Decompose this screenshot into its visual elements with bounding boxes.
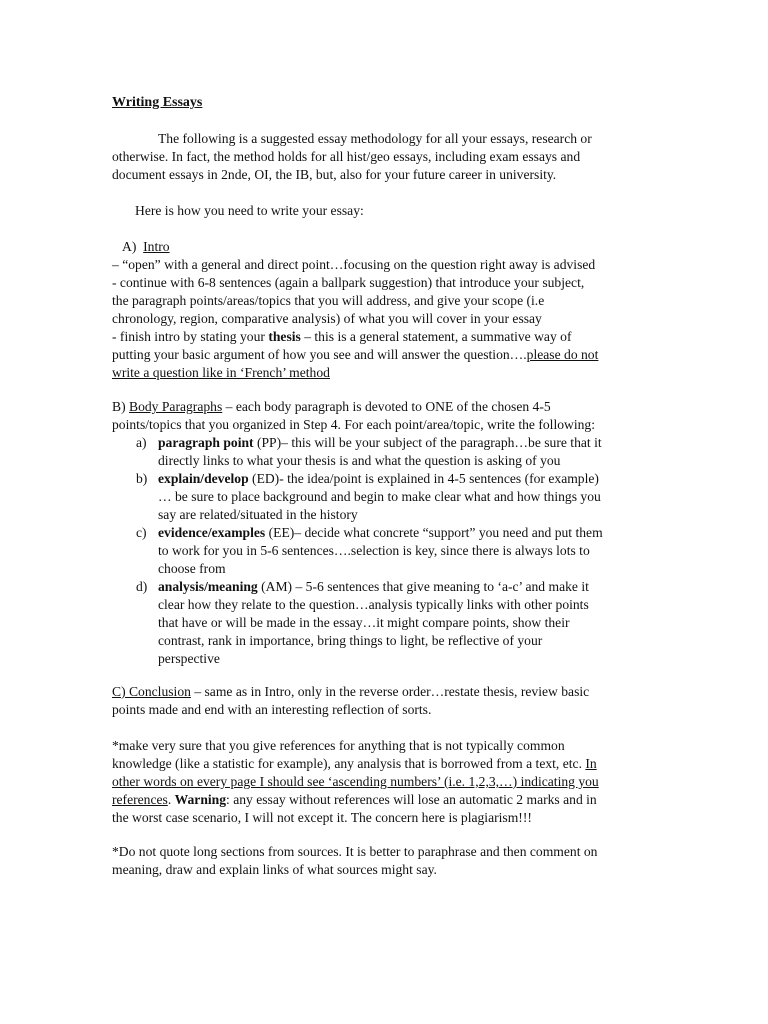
thesis-post: – this is a general statement, a summative way of <box>300 329 572 344</box>
section-b-list <box>112 434 672 668</box>
section-b-intro <box>112 398 672 434</box>
list-text: … be sure to place background and begin to make clear what and how things you <box>158 489 601 504</box>
section-a-line-1: – “open” with a general and direct point…focusing on the question right away is advised <box>112 257 596 272</box>
section-a-thesis-line <box>112 328 672 346</box>
section-a-line-3: the paragraph points/areas/topics that you will address, and give your scope (i.e <box>112 293 545 308</box>
warning-label: Warning <box>174 792 227 807</box>
refs-line-4-ul: references <box>112 792 168 807</box>
section-c-rest-1: – same as in Intro, only in the reverse order…restate thesis, review basic <box>190 684 590 699</box>
list-marker: d) <box>136 579 148 594</box>
refs-line-2 <box>112 755 672 773</box>
section-b-rest-1: – each body paragraph is devoted to ONE of the chosen 4-5 <box>222 399 551 414</box>
section-a-line-2: - continue with 6-8 sentences (again a ballpark suggestion) that introduce your subject, <box>112 275 585 290</box>
section-b-heading: Body Paragraphs <box>129 399 223 414</box>
list-marker: b) <box>136 471 148 486</box>
list-text: (AM) – 5-6 sentences that give meaning to ‘a-c’ and make it <box>257 579 589 594</box>
list-text: to work for you in 5-6 sentences….selection is key, since there is always lots to <box>158 543 590 558</box>
quote-paragraph <box>112 843 672 879</box>
list-marker: a) <box>136 435 147 450</box>
last-pre: putting your basic argument of how you see and will answer the question…. <box>112 347 527 362</box>
list-text: directly links to what your thesis is and what the question is asking of you <box>158 453 561 468</box>
list-text: perspective <box>158 651 220 666</box>
section-c-rest-2: points made and end with an interesting reflection of sorts. <box>112 702 432 717</box>
list-text: (EE)– decide what concrete “support” you need and put them <box>265 525 603 540</box>
section-a-heading: Intro <box>143 239 170 254</box>
list-item <box>112 524 672 578</box>
section-a <box>112 238 672 382</box>
list-text: say are related/situated in the history <box>158 507 358 522</box>
refs-line-4 <box>112 791 672 809</box>
list-text: contrast, rank in importance, bring things to light, be reflective of your <box>158 633 543 648</box>
list-term: explain/develop <box>158 471 249 486</box>
list-text: (ED)- the idea/point is explained in 4-5 sentences (for example) <box>248 471 599 486</box>
intro-line-3: document essays in 2nde, OI, the IB, but, also for your future career in university. <box>112 167 557 182</box>
refs-line-3: other words on every page I should see ‘ascending numbers’ (i.e. 1,2,3,…) indicating you <box>112 774 599 789</box>
list-text: (PP)– this will be your subject of the paragraph…be sure that it <box>253 435 602 450</box>
list-term: analysis/meaning <box>158 579 258 594</box>
last-underline-1: please do not <box>526 347 599 362</box>
list-text: that have or will be made in the essay…it might compare points, show their <box>158 615 570 630</box>
section-a-marker: A) <box>122 239 137 254</box>
references-paragraph <box>112 737 672 827</box>
refs-line-4-post: : any essay without references will lose an automatic 2 marks and in <box>226 792 597 807</box>
thesis-word: thesis <box>268 329 301 344</box>
section-a-last-line <box>112 346 672 364</box>
quote-line-2: meaning, draw and explain links of what sources might say. <box>112 862 437 877</box>
list-term: paragraph point <box>158 435 254 450</box>
section-a-heading-line <box>112 238 672 256</box>
quote-line-1: *Do not quote long sections from sources. It is better to paraphrase and then comment on <box>112 844 598 859</box>
list-item <box>112 470 672 524</box>
here-line: Here is how you need to write your essay: <box>135 203 364 218</box>
section-b-marker: B) <box>112 399 129 414</box>
list-marker: c) <box>136 525 147 540</box>
refs-line-1: *make very sure that you give references for anything that is not typically common <box>112 738 565 753</box>
refs-line-5: the worst case scenario, I will not except it. The concern here is plagiarism!!! <box>112 810 532 825</box>
list-item <box>112 434 672 470</box>
section-c-heading-line <box>112 683 672 701</box>
section-b-rest-2: points/topics that you organized in Step 4. For each point/area/topic, write the following: <box>112 417 595 432</box>
list-text: clear how they relate to the question…analysis typically links with other points <box>158 597 589 612</box>
refs-line-2-ul: In <box>585 756 597 771</box>
last-underline-2: write a question like in ‘French’ method <box>112 365 330 380</box>
refs-line-4-mid: . <box>167 792 175 807</box>
thesis-pre: - finish intro by stating your <box>112 329 269 344</box>
intro-paragraph <box>112 130 672 184</box>
section-a-line-4: chronology, region, comparative analysis) of what you will cover in your essay <box>112 311 542 326</box>
section-c <box>112 683 672 719</box>
list-text: choose from <box>158 561 226 576</box>
document-title: Writing Essays <box>112 95 203 110</box>
intro-line-2: otherwise. In fact, the method holds for all hist/geo essays, including exam essays and <box>112 149 581 164</box>
refs-line-2-pre: knowledge (like a statistic for example), any analysis that is borrowed from a text, etc. <box>112 756 586 771</box>
list-item <box>112 578 672 668</box>
section-c-heading: C) Conclusion <box>112 684 191 699</box>
intro-line-1: The following is a suggested essay methodology for all your essays, research or <box>158 131 592 146</box>
list-term: evidence/examples <box>158 525 266 540</box>
section-b-heading-line <box>112 398 672 416</box>
